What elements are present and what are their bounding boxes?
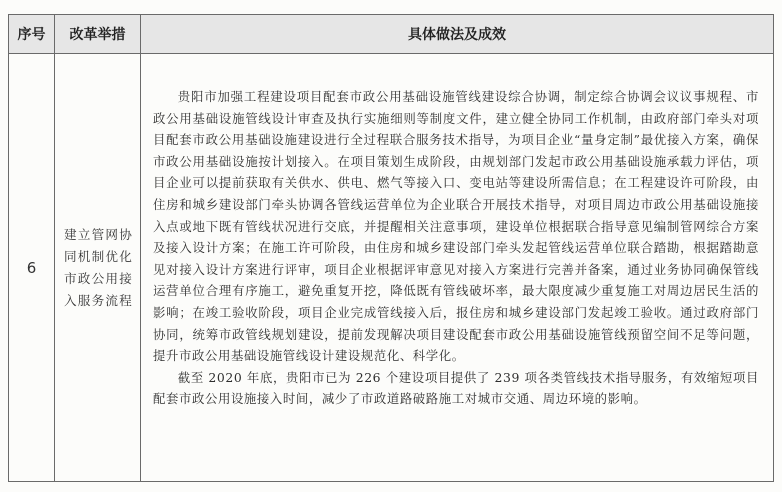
- row-practices-and-results: [141, 54, 774, 482]
- detail-paragraph: 截至 2020 年底，贵阳市已为 226 个建设项目提供了 239 项各类管线技术指导服务，有效缩短项目配套市政公用设施接入时间，减少了市政道路破路施工对城市交通、周边环境的影响。: [153, 369, 759, 407]
- table-row: [9, 54, 774, 482]
- header-practices-and-results: 具体做法及成效: [141, 15, 774, 54]
- detail-paragraph: 贵阳市加强工程建设项目配套市政公用基础设施管线建设综合协调，制定综合协调会议议事规程、市政公用基础设施管线设计审查及执行实施细则等制度文件，建立健全协同工作机制，由政府部门牵头对项目配套市政公用基础设施建设进行全过程联合服务技术指导，为项目企业“量身定制”最优接入方案，确保市政公用基础设施按计划接入。在项目策划生成阶段，由规划部门发起市政公用基础设施承载力评估，项目企业可以提前获取有关供水、供电、燃气等接入口、变电站等建设所需信息；在工程建设许可阶段，由住房和城乡建设部门牵头协调各管线运营单位为企业联合开展技术指导，对项目周边市政公用基础设施接入点或地下既有管线状况进行交底，并提醒相关注意事项，建设单位根据联合指导意见编制管网综合方案及接入设计方案；在施工许可阶段，由住房和城乡建设部门牵头发起管线运营单位联合踏勘，根据踏勘意见对接入设计方案进行评审，项目企业根据评审意见对接入方案进行完善并备案，通过业务协同确保管线运营单位合理有序施工，避免重复开挖，降低既有管线破坏率，最大限度减少重复施工对周边居民生活的影响；在竣工验收阶段，项目企业完成管线接入后，报住房和城乡建设部门发起竣工验收。通过政府部门协同，统筹市政管线规划建设，提前发现解决项目建设配套市政公用基础设施管线预留空间不足等问题，提升市政公用基础设施管线设计建设规范化、科学化。: [153, 89, 759, 364]
- reform-measures-table: [8, 14, 774, 482]
- reform-measures-table-page: [8, 14, 774, 482]
- header-reform-measure: 改革举措: [55, 15, 141, 54]
- row-reform-measure: 建立管网协同机制优化市政公用接入服务流程: [55, 54, 141, 482]
- table-header-row: [9, 15, 774, 54]
- header-serial-number: 序号: [9, 15, 55, 54]
- row-serial-number: 6: [9, 54, 55, 482]
